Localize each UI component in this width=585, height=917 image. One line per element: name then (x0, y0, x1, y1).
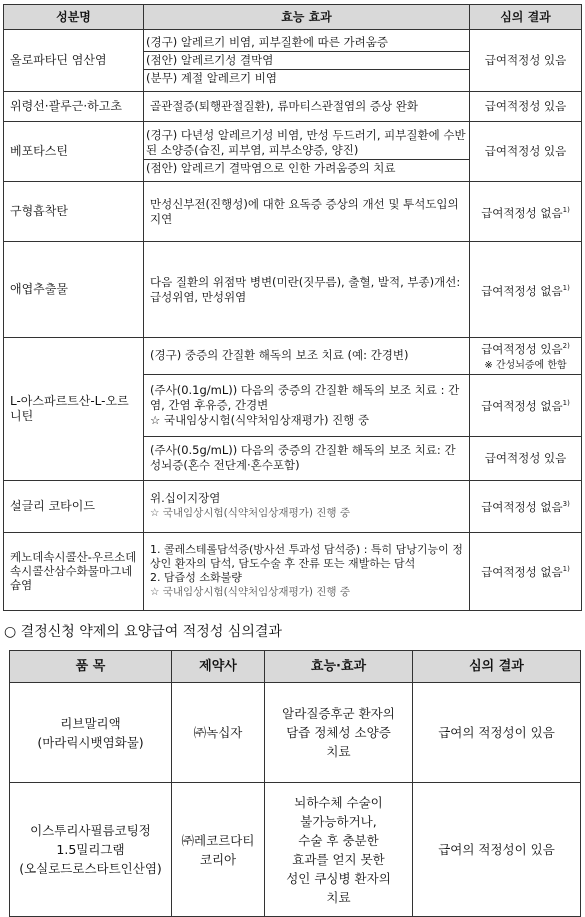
header-result: 심의 결과 (470, 5, 582, 30)
efficacy-line: 골관절증(퇴행관절질환), 류마티스관절염의 증상 완화 (144, 92, 470, 122)
table-row (4, 242, 582, 338)
ingredient-name: L-아스파르트산-L-오르니틴 (4, 338, 144, 481)
footnote-mark: 2) (562, 342, 570, 350)
efficacy-cell (144, 30, 470, 92)
table-row (4, 30, 582, 92)
review-result: 급여적정성 없음$^{1)}$ (470, 532, 582, 610)
header-result: 심의 결과 (413, 651, 581, 683)
ingredient-name: 설글리 코타이드 (4, 480, 144, 532)
company-name: ㈜레코르다티 코리아 (172, 783, 265, 917)
footnote-mark: 1) (562, 399, 570, 408)
efficacy-line: (주사(0.5g/mL)) 다음의 중증의 간질환 해독의 보조 치료: 간성뇌증(혼수 전단계·혼수포함) (144, 436, 470, 480)
efficacy-line: 2. 담즙성 소화불량 (150, 571, 242, 585)
ingredient-name: 위령선·괄루근·하고초 (4, 92, 144, 122)
efficacy-text: 알라질증후군 환자의 담즙 정체성 소양증 치료 (265, 683, 413, 783)
efficacy-text: 뇌하수체 수술이 불가능하거나, 수술 후 충분한 효과를 얻지 못한 성인 쿠싱병 환자의 치료 (265, 783, 413, 917)
header-efficacy: 효능·효과 (265, 651, 413, 683)
review-result: 급여적정성 없음$^{1)}$ (470, 374, 582, 436)
review-result: 급여의 적정성이 있음 (413, 683, 581, 783)
table-row (4, 92, 582, 122)
drug-review-table (3, 4, 582, 611)
company-name: ㈜녹십자 (172, 683, 265, 783)
decision-review-table (9, 650, 581, 917)
review-result: 급여적정성 있음 (470, 92, 582, 122)
review-result: 급여적정성 없음$^{3)}$ (470, 480, 582, 532)
review-result: 급여적정성 있음 (470, 436, 582, 480)
efficacy-line: (경구) 알레르기 비염, 피부질환에 따른 가려움증 (144, 34, 469, 52)
efficacy-line: (경구) 중증의 간질환 해독의 보조 치료 (예: 간경변) (144, 338, 470, 375)
footnote-mark: 1) (562, 205, 570, 214)
table-header-row (10, 651, 581, 683)
product-name: 이스투리사필름코팅정 1.5밀리그램 (오실로드로스타트인산염) (10, 783, 172, 917)
efficacy-line: 다음 질환의 위점막 병변(미란(짓무름), 출혈, 발적, 부종)개선: 급성위염, 만성위염 (144, 242, 470, 338)
footnote-mark: 1) (562, 565, 570, 574)
review-result: 급여적정성 있음 (470, 122, 582, 182)
ingredient-name: 케노데속시콜산-우르소데속시콜산삼수화물마그네슘염 (4, 532, 144, 610)
efficacy-line: 위.십이지장염 (150, 491, 221, 506)
table-row (10, 683, 581, 783)
review-result: 급여적정성 없음$^{1)}$ (470, 182, 582, 242)
footnote-mark: 3) (562, 500, 570, 509)
efficacy-line: (점안) 알레르기성 결막염 (144, 52, 469, 70)
table-row (4, 182, 582, 242)
header-ingredient: 성분명 (4, 5, 144, 30)
review-result: 급여의 적정성이 있음 (413, 783, 581, 917)
efficacy-cell (144, 122, 470, 182)
ingredient-name: 올로파타딘 염산염 (4, 30, 144, 92)
review-result: 급여적정성 있음$^{2)}$ ※ 간성뇌증에 한함 (470, 338, 582, 375)
header-efficacy: 효능 효과 (144, 5, 470, 30)
efficacy-line: (경구) 다년성 알레르기성 비염, 만성 두드러기, 피부질환에 수반된 소양증(습진, 피부염, 피부소양증, 양진) (144, 127, 469, 160)
efficacy-cell (144, 532, 470, 610)
table-row (4, 338, 582, 375)
review-result: 급여적정성 없음$^{1)}$ (470, 242, 582, 338)
table-row (10, 783, 581, 917)
efficacy-line: 만성신부전(진행성)에 대한 요독증 증상의 개선 및 투석도입의 지연 (144, 182, 470, 242)
efficacy-cell (144, 374, 470, 436)
product-name: 리브말리액 (마라릭시뱃염화물) (10, 683, 172, 783)
result-condition: ※ 간성뇌증에 한함 (484, 359, 567, 371)
table-row (4, 480, 582, 532)
table-row (4, 122, 582, 182)
efficacy-line: (주사(0.1g/mL)) 다음의 중증의 간질환 해독의 보조 치료 : 간염, 간염 후유증, 간경변 (150, 382, 460, 412)
efficacy-cell (144, 480, 470, 532)
header-product: 품 목 (10, 651, 172, 683)
section-heading: ○ 결정신청 약제의 요양급여 적정성 심의결과 (4, 624, 282, 640)
table-header-row (4, 5, 582, 30)
efficacy-line: (점안) 알레르기 결막염으로 인한 가려움증의 치료 (146, 160, 396, 175)
efficacy-line: (분무) 계절 알레르기 비염 (146, 71, 278, 85)
header-company: 제약사 (172, 651, 265, 683)
ingredient-name: 애엽추출물 (4, 242, 144, 338)
ingredient-name: 베포타스틴 (4, 122, 144, 182)
ingredient-name: 구형흡착탄 (4, 182, 144, 242)
clinical-trial-note: ☆ 국내임상시험(식약처임상재평가) 진행 중 (150, 412, 370, 427)
footnote-mark: 1) (562, 283, 570, 292)
clinical-trial-note: ☆ 국내임상시험(식약처임상재평가) 진행 중 (150, 586, 351, 599)
table-row (4, 532, 582, 610)
clinical-trial-note: ☆ 국내임상시험(식약처임상재평가) 진행 중 (150, 507, 351, 520)
review-result: 급여적정성 있음 (470, 30, 582, 92)
efficacy-line: 1. 콜레스테롤담석증(방사선 투과성 담석증) : 특히 담낭기능이 정상인 환자의 담석, 담도수술 후 잔류 또는 재발하는 담석 (150, 543, 463, 571)
